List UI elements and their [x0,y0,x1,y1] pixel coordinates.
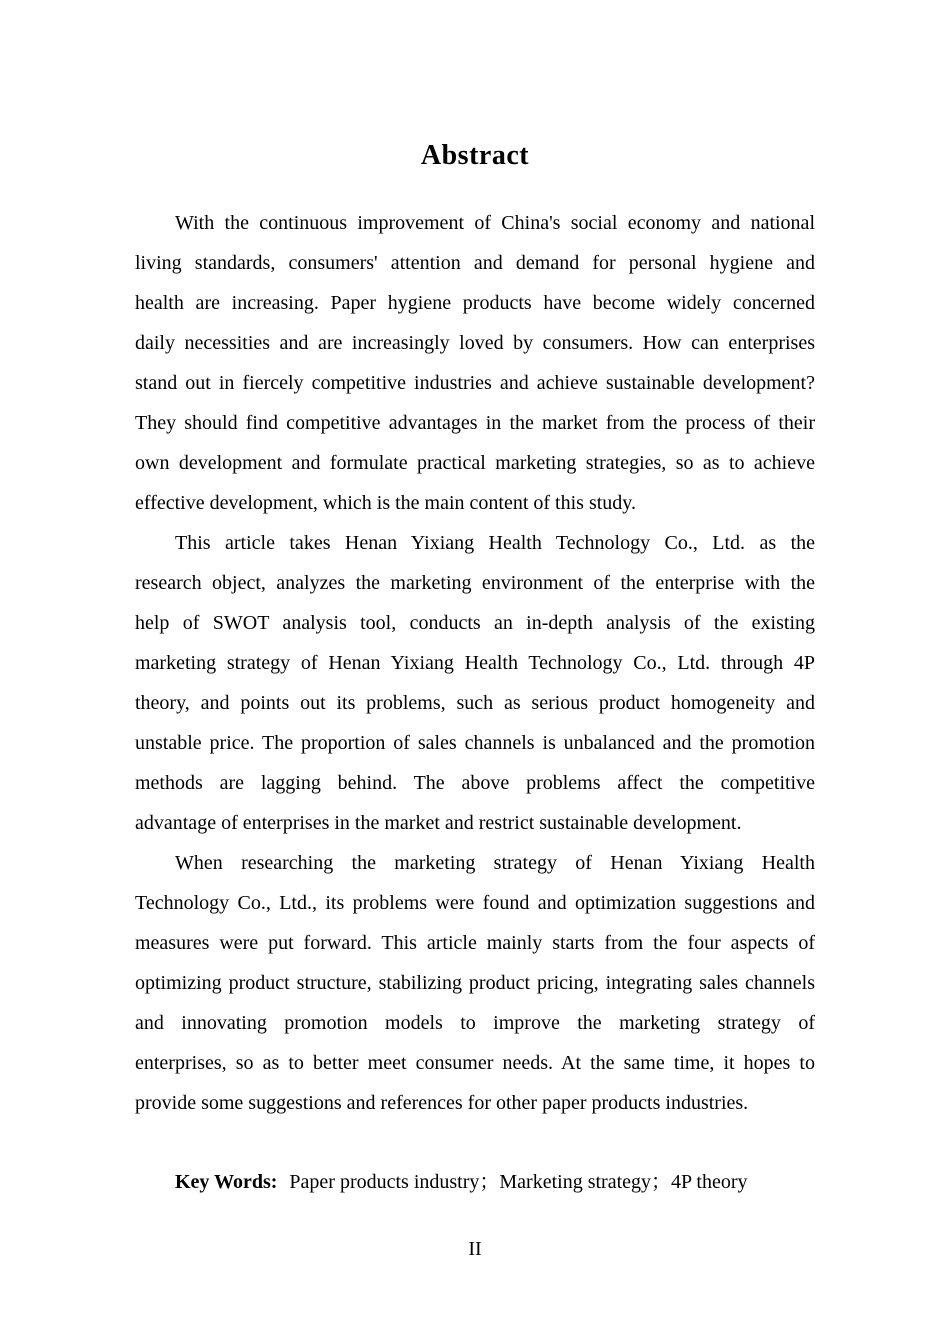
paragraph-line: marketing strategy of Henan Yixiang Health Technology Co., Ltd. through 4P [135,652,815,674]
paragraph-line: help of SWOT analysis tool, conducts an in-depth analysis of the existing [135,612,815,634]
paragraph-line: Technology Co., Ltd., its problems were found and optimization suggestions and [135,892,815,914]
page-content [0,140,950,1202]
abstract-body [135,203,815,1123]
paragraph-line: enterprises, so as to better meet consumer needs. At the same time, it hopes to [135,1052,815,1074]
paragraph-line: daily necessities and are increasingly loved by consumers. How can enterprises [135,332,815,354]
paragraph-line: They should find competitive advantages in the market from the process of their [135,412,815,434]
paragraph-line: theory, and points out its problems, such as serious product homogeneity and [135,692,815,714]
keywords-text: Paper products industry；Marketing strategy；4P theory [289,1171,748,1193]
paragraph-line: measures were put forward. This article mainly starts from the four aspects of [135,932,815,954]
paragraph-line: provide some suggestions and references for other paper products industries. [135,1092,749,1114]
paragraph-line: This article takes Henan Yixiang Health Technology Co., Ltd. as the [175,532,815,554]
paragraph-line: research object, analyzes the marketing environment of the enterprise with the [135,572,815,594]
paragraph-line: advantage of enterprises in the market and restrict sustainable development. [135,812,742,834]
paragraph-line: effective development, which is the main content of this study. [135,492,636,514]
paragraph-line: unstable price. The proportion of sales channels is unbalanced and the promotion [135,732,815,754]
paragraph-line: own development and formulate practical marketing strategies, so as to achieve [135,452,815,474]
paragraph-line: optimizing product structure, stabilizing product pricing, integrating sales channels [135,972,815,994]
paragraph-line: living standards, consumers' attention and demand for personal hygiene and [135,252,815,274]
page-number: II [468,1238,482,1260]
paragraph-line: and innovating promotion models to improve the marketing strategy of [135,1012,815,1034]
page-title: Abstract [420,140,530,171]
paragraph-line: methods are lagging behind. The above problems affect the competitive [135,772,815,794]
keywords-line [135,1162,815,1202]
keywords-label: Key Words: [175,1171,278,1193]
paragraph-line: When researching the marketing strategy of Henan Yixiang Health [175,852,815,874]
paragraph-line: health are increasing. Paper hygiene products have become widely concerned [135,292,815,314]
paragraph-line: With the continuous improvement of China's social economy and national [175,212,815,234]
paragraph-line: stand out in fiercely competitive industries and achieve sustainable development? [135,372,815,394]
